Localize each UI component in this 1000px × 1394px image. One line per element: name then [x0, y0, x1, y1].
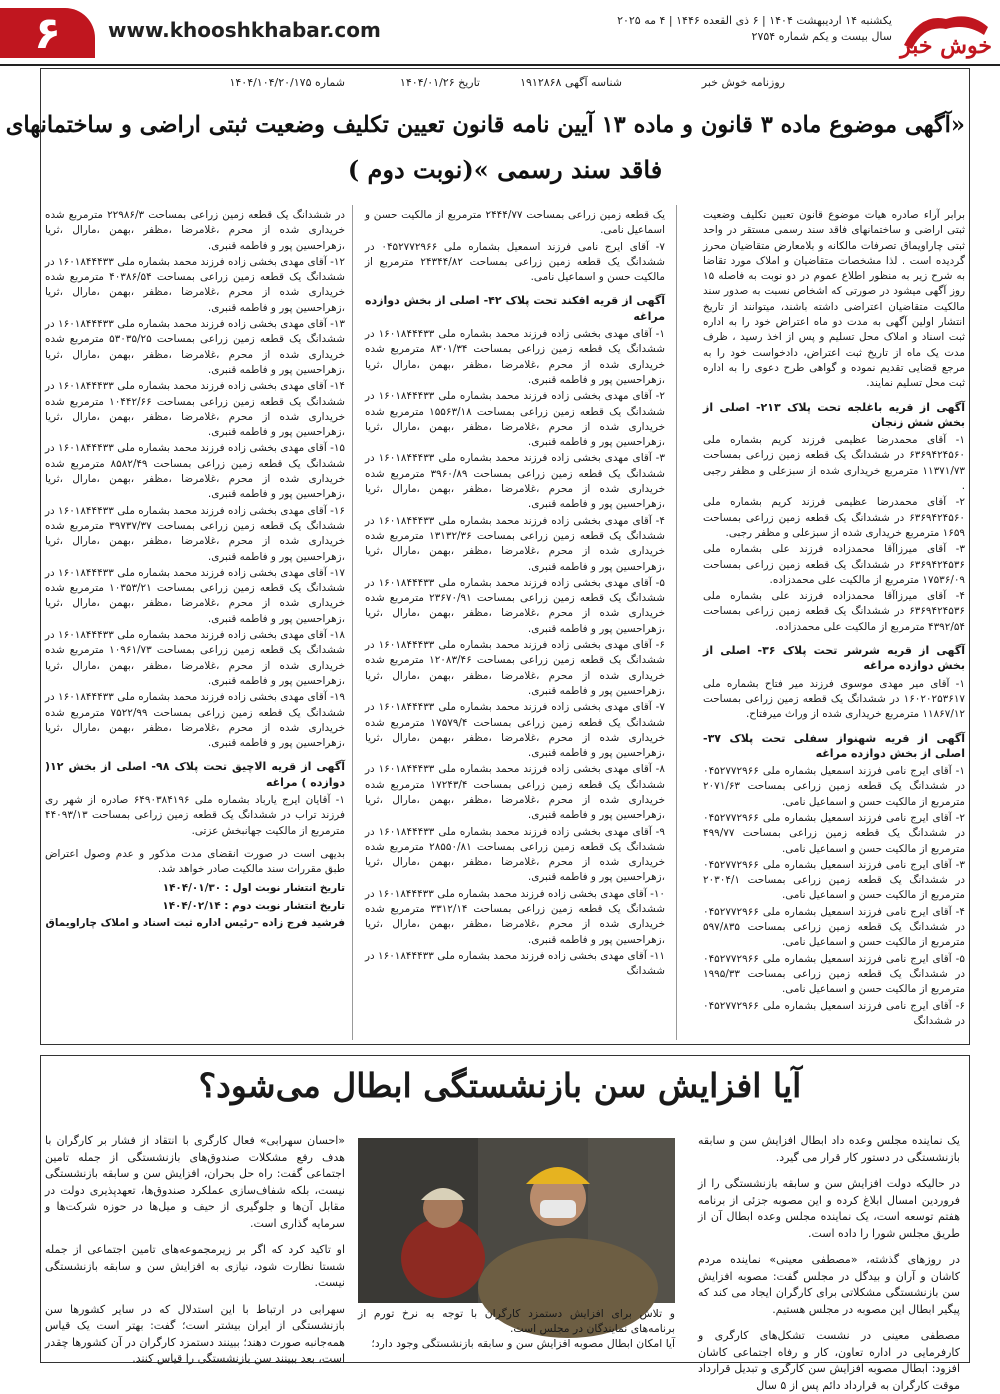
list-item: ۵- آقای مهدی بخشی زاده فرزند محمد بشماره ملی ۱۶۰۱۸۴۴۴۳۳ در ششدانگ یک قطعه زمین زراعی بمساحت ۲۳۶۷۰/۹۱ مترمربع شده خریداری شده از محرم ،غلامرضا ،مظفر ،بهمن ،مارال ،ثریا ،زهراحسین پور و فاطمه قنبری.	[365, 576, 665, 635]
list-item: ۴- آقای میرزاآقا محمدزاده فرزند علی بشماره ملی ۶۳۶۹۴۲۴۵۳۶ در ششدانگ یک قطعه زمین زراعی بمساحت ۴۳۹۲/۵۴ مترمربع از مالکیت علی محمدزاده.	[703, 590, 965, 633]
list-item: ۱۰- آقای مهدی بخشی زاده فرزند محمد بشماره ملی ۱۶۰۱۸۴۴۴۳۳ در ششدانگ یک قطعه زمین زراعی بمساحت ۳۳۱۲/۱۴ مترمربع شده خریداری شده از محرم ،غلامرضا ،مظفر ،بهمن ،مارال ،ثریا ،زهراحسین پور و فاطمه قنبری.	[365, 887, 665, 946]
dateline: یکشنبه ۱۴ اردیبهشت ۱۴۰۴ | ۶ ذی القعده ۱۴۴۶ | ۴ مه ۲۰۲۵	[617, 14, 892, 27]
list-item: ۱- آقای ایرج نامی فرزند اسمعیل بشماره ملی ۰۴۵۲۷۷۲۹۶۶ در ششدانگ یک قطعه زمین زراعی بمساحت ۲۰۷۱/۶۳ مترمربع از مالکیت حسن و اسماعیل نامی.	[703, 765, 965, 808]
paragraph: یک نماینده مجلس وعده داد ابطال افزایش سن و سابقه بازنشستگی در دستور کار قرار می گیرد.	[698, 1134, 960, 1164]
list-item: ۲- آقای ایرج نامی فرزند اسمعیل بشماره ملی ۰۴۵۲۷۷۲۹۶۶ در ششدانگ یک قطعه زمین زراعی بمساحت ۴۹۹/۷۷ مترمربع از مالکیت حسن و اسماعیل نامی.	[703, 811, 965, 855]
list-item: ۱۹- آقای مهدی بخشی زاده فرزند محمد بشماره ملی ۱۶۰۱۸۴۴۴۳۳ در ششدانگ یک قطعه زمین زراعی بمساحت ۷۵۲۲/۹۹ مترمربع شده خریداری شده از محرم ،غلامرضا ،مظفر ،بهمن ،مارال ،ثریا ،زهراحسین پور و فاطمه قنبری.	[45, 691, 345, 750]
list-item: ۵- آقای ایرج نامی فرزند اسمعیل بشماره ملی ۰۴۵۲۷۷۲۹۶۶ در ششدانگ یک قطعه زمین زراعی بمساحت ۱۹۹۵/۳۳ مترمربع از مالکیت حسن و اسماعیل نامی.	[703, 952, 965, 996]
list-item: ۱- آقایان ایرج یارباد بشماره ملی ۶۴۹۰۳۸۴۱۹۶ صادره از شهر ری فرزند تراب در ششدانگ یک قطعه زمین زراعی بمساحت ۴۴۰۹۳/۱۳ مترمربع از مالکیت جهانبخش عزتی.	[45, 793, 346, 837]
paragraph: «احسان سهرابی» فعال کارگری با انتقاد از فشار بر کارگران با هدف رفع مشکلات صندوق‌های بازنشستگی از جمله تامین اجتماعی گفت: راه حل بحران، افزایش سن و سابقه بازنشستگی نیست، بلکه شفاف‌سازی عملکرد صندوق‌ها، تعهدپذیری دولت در مقابل آن‌ها و جلوگیری از حیف و میل‌ها در حوزه شرکت‌ها و سرمایه گذاری است.	[45, 1134, 345, 1230]
list-item: یک قطعه زمین زراعی بمساحت ۲۴۴۴/۷۷ مترمربع از مالکیت حسن و اسماعیل نامی.	[365, 209, 666, 237]
list-item: ۹- آقای مهدی بخشی زاده فرزند محمد بشماره ملی ۱۶۰۱۸۴۴۴۳۳ در ششدانگ یک قطعه زمین زراعی بمساحت ۲۸۵۵۰/۸۱ مترمربع شده خریداری شده از محرم ،غلامرضا ،مظفر ،بهمن ،مارال ،ثریا ،زهراحسین پور و فاطمه قنبری.	[365, 825, 665, 884]
list-item: ۳- آقای ایرج نامی فرزند اسمعیل بشماره ملی ۰۴۵۲۷۷۲۹۶۶ در ششدانگ یک قطعه زمین زراعی بمساحت ۲۰۳۰۴/۱ مترمربع از مالکیت حسن و اسماعیل نامی.	[703, 858, 965, 902]
article-headline: آیا افزایش سن بازنشستگی ابطال می‌شود؟	[198, 1066, 802, 1105]
list-item: ۸- آقای مهدی بخشی زاده فرزند محمد بشماره ملی ۱۶۰۱۸۴۴۴۳۳ در ششدانگ یک قطعه زمین زراعی بمساحت ۱۷۲۴۳/۴ مترمربع شده خریداری شده از محرم ،غلامرضا ،مظفر ،بهمن ،مارال ،ثریا ،زهراحسین پور و فاطمه قنبری.	[365, 763, 665, 822]
notice-frame	[5, 68, 970, 1045]
publish-date-first: تاریخ انتشار نوبت اول : ۱۴۰۴/۰۱/۳۰	[162, 882, 345, 895]
notice-title-line2: فاقد سند رسمی »(نوبت دوم )	[347, 155, 663, 184]
paragraph: او تاکید کرد که اگر بر زیرمجموعه‌های تامین اجتماعی از جمله شستا نظارت شود، نیازی به افزایش سن و سابقه بازنشستگی نیست.	[45, 1243, 345, 1289]
paragraph: مصطفی معینی در نشست تشکل‌های کارگری و کارفرمایی در اداره تعاون، کار و رفاه اجتماعی کاشان افزود: ابطال مصوبه افزایش سن کارگری و تبدیل قرارداد موقت کارگران به قرارداد دائم پس از ۵ سال	[698, 1329, 960, 1392]
meta-date: تاریخ ۱۴۰۴/۰۱/۲۶	[399, 76, 480, 89]
meta-number: شماره ۱۴۰۴/۱۰۴/۲۰/۱۷۵	[229, 76, 345, 89]
notice-intro: برابر آراء صادره هیات موضوع قانون تعیین تکلیف وضعیت ثبتی اراضی و ساختمانهای فاقد سند رسمی مستقر در واحد ثبتی چاراویماق تصرفات مالکانه و بلامعارض متقاضیان محرز گردیده است . لذا مشخصات متقاضیان و املاک مورد تقاضا به شرح زیر به منظور اطلاع عموم در دو نوبت به فاصله ۱۵ روز آگهی میشود در صورتی که اشخاص نسبت به صدور سند مالکیت متقاضیان اعتراضی داشته باشند، میتوانند از تاریخ انتشار اولین آگهی به مدت دو ماه اعتراض خود را به اداره ثبت اسناد و املاک محل تسلیم و پس از اخذ رسید ، ظرف مدت یک ماه از تاریخ ثبت اعتراض، دادخواست خود را به مرجع قضایی تقدیم نموده و گواهی طرح دعوی را به اداره ثبت محل تسلیم نمایند.	[703, 209, 965, 390]
paragraph: در روزهای گذشته، «مصطفی معینی» نماینده مردم کاشان و آران و بیدگل در مجلس گفت: مصوبه افزایش سن بازنشستگی مشکلاتی برای کارگران ایجاد می کند که پیگیر ابطال این مصوبه در مجلس هستیم.	[698, 1253, 960, 1316]
section-heading: آگهی از قریه اقکند تحت پلاک ۴۲- اصلی از بخش دوازده مراغه	[365, 294, 665, 323]
section-heading: آگهی از قریه الاچیق تحت پلاک ۹۸- اصلی از بخش ۱۲( دوازده ) مراغه	[45, 760, 345, 789]
list-item: ۲- آقای مهدی بخشی زاده فرزند محمد بشماره ملی ۱۶۰۱۸۴۴۴۳۳ در ششدانگ یک قطعه زمین زراعی بمساحت ۱۵۵۶۳/۱۸ مترمربع شده خریداری شده از محرم ،غلامرضا ،مظفر ،بهمن ،مارال ،ثریا ،زهراحسین پور و فاطمه قنبری.	[365, 390, 665, 449]
list-item: ۳- آقای میرزاآقا محمدزاده فرزند علی بشماره ملی ۶۳۶۹۴۲۴۵۳۶ در ششدانگ یک قطعه زمین زراعی بمساحت ۱۷۵۳۶/۰۹ مترمربع از مالکیت علی محمدزاده.	[703, 543, 965, 586]
list-item: ۱۷- آقای مهدی بخشی زاده فرزند محمد بشماره ملی ۱۶۰۱۸۴۴۴۳۳ در ششدانگ یک قطعه زمین زراعی بمساحت ۱۰۳۵۳/۲۱ مترمربع شده خریداری شده از محرم ،غلامرضا ،مظفر ،بهمن ،مارال ،ثریا ،زهراحسین پور و فاطمه قنبری.	[45, 566, 345, 625]
logo-text: خوش خبر	[900, 33, 992, 59]
article-column-left	[45, 1133, 345, 1365]
list-item: ۱- آقای محمدرضا عظیمی فرزند کریم بشماره ملی ۶۳۶۹۴۲۴۵۶۰ در ششدانگ یک قطعه زمین زراعی بمساحت ۱۱۳۷۱/۷۳ مترمربع خریداری شده از سبزعلی و مظفر رجبی .	[703, 434, 965, 493]
meta-paper: روزنامه خوش خبر	[701, 76, 785, 89]
list-item: ۳- آقای مهدی بخشی زاده فرزند محمد بشماره ملی ۱۶۰۱۸۴۴۴۳۳ در ششدانگ یک قطعه زمین زراعی بمساحت ۳۹۶۰/۸۹ مترمربع شده خریداری شده از محرم ،غلامرضا ،مظفر ،بهمن ،مارال ،ثریا ،زهراحسین پور و فاطمه قنبری.	[365, 452, 665, 511]
list-item: ۷- آقای مهدی بخشی زاده فرزند محمد بشماره ملی ۱۶۰۱۸۴۴۴۳۳ در ششدانگ یک قطعه زمین زراعی بمساحت ۱۷۵۷۹/۴ مترمربع شده خریداری شده از محرم ،غلامرضا ،مظفر ،بهمن ،مارال ،ثریا ،زهراحسین پور و فاطمه قنبری.	[365, 701, 665, 760]
list-item: ۱۵- آقای مهدی بخشی زاده فرزند محمد بشماره ملی ۱۶۰۱۸۴۴۴۳۳ در ششدانگ یک قطعه زمین زراعی بمساحت ۸۵۸۲/۴۹ مترمربع شده خریداری شده از محرم ،غلامرضا ،مظفر ،بهمن ،مارال ،ثریا ،زهراحسین پور و فاطمه قنبری.	[45, 442, 345, 501]
list-item: ۷- آقای ایرج نامی فرزند اسمعیل بشماره ملی ۰۴۵۲۷۷۲۹۶۶ در ششدانگ یک قطعه زمین زراعی بمساحت ۲۴۳۴۴/۸۲ مترمربع از مالکیت حسن و اسماعیل نامی.	[365, 240, 666, 284]
list-item: ۱- آقای میر مهدی موسوی فرزند میر فتاح بشماره ملی ۱۶۰۲۰۲۵۳۶۱۷ در ششدانگ یک قطعه زمین زراعی بمساحت ۱۱۸۶۷/۱۲ مترمربع خریداری شده از وراث میرفتاح.	[703, 677, 965, 721]
website-url[interactable]: www.khooshkhabar.com	[108, 18, 381, 42]
page-number-badge: ۶	[0, 8, 95, 58]
paragraph: و تلاش برای افزایش دستمزد کارگران با توجه به نرخ تورم از برنامه‌های نمایندگان در مجلس است. آیا امکان ابطال مصوبه افزایش سن و سابقه بازنشستگی وجود دارد؛	[358, 1307, 675, 1350]
list-item: ۶- آقای مهدی بخشی زاده فرزند محمد بشماره ملی ۱۶۰۱۸۴۴۴۳۳ در ششدانگ یک قطعه زمین زراعی بمساحت ۱۲۰۸۳/۴۶ مترمربع شده خریداری شده از محرم ،غلامرضا ،مظفر ،بهمن ،مارال ،ثریا ،زهراحسین پور و فاطمه قنبری.	[365, 639, 665, 697]
article-column-right	[698, 1133, 960, 1392]
paragraph: سهرابی در ارتباط با این استدلال که در سایر کشورها سن بازنشستگی از ایران بیشتر است؛ گفت: بهتر است یک قیاس همه‌جانبه صورت دهند؛ ببینند دستمزد کارگران در آن کشورها چقدر است، بعد ببینند سن بازنشستگی را قیاس کنند.	[45, 1302, 345, 1365]
header-rule	[0, 64, 1000, 66]
list-item: ۱۸- آقای مهدی بخشی زاده فرزند محمد بشماره ملی ۱۶۰۱۸۴۴۴۳۳ در ششدانگ یک قطعه زمین زراعی بمساحت ۱۰۹۶۱/۷۳ مترمربع شده خریداری شده از محرم ،غلامرضا ،مظفر ،بهمن ،مارال ،ثریا ،زهراحسین پور و فاطمه قنبری.	[45, 629, 345, 687]
list-item: ۱۲- آقای مهدی بخشی زاده فرزند محمد بشماره ملی ۱۶۰۱۸۴۴۴۳۳ در ششدانگ یک قطعه زمین زراعی بمساحت ۴۰۳۸۶/۵۴ مترمربع شده خریداری شده از محرم ،غلامرضا ،مظفر ،بهمن ،مارال ،ثریا ،زهراحسین پور و فاطمه قنبری.	[45, 255, 345, 314]
list-item: ۱۴- آقای مهدی بخشی زاده فرزند محمد بشماره ملی ۱۶۰۱۸۴۴۴۳۳ در ششدانگ یک قطعه زمین زراعی بمساحت ۱۰۴۴۲/۶۶ مترمربع شده خریداری شده از محرم ،غلامرضا ،مظفر ،بهمن ،مارال ،ثریا ،زهراحسین پور و فاطمه قنبری.	[45, 380, 345, 439]
list-item: ۱- آقای مهدی بخشی زاده فرزند محمد بشماره ملی ۱۶۰۱۸۴۴۴۳۳ در ششدانگ یک قطعه زمین زراعی بمساحت ۸۳۰۱/۳۴ مترمربع شده خریداری شده از محرم ،غلامرضا ،مظفر ،بهمن ،مارال ،ثریا ،زهراحسین پور و فاطمه قنبری.	[365, 328, 665, 386]
section-heading: آگهی از قریه شرشر تحت پلاک ۳۶- اصلی از بخش دوازده مراغه	[703, 644, 965, 673]
closing-text: بدیهی است در صورت انقضای مدت مذکور و عدم وصول اعتراض طبق مقررات سند مالکیت صادر خواهد شد.	[45, 847, 345, 876]
list-item: ۱۱- آقای مهدی بخشی زاده فرزند محمد بشماره ملی ۱۶۰۱۸۴۴۴۳۳ در ششدانگ	[365, 949, 665, 978]
signer: فرشید فرج زاده –رئیس اداره ثبت اسناد و املاک چاراویماق	[45, 917, 345, 930]
article-column-middle	[358, 1306, 675, 1361]
list-item: در ششدانگ یک قطعه زمین زراعی بمساحت ۲۲۹۸۶/۳ مترمربع شده خریداری شده از محرم ،غلامرضا ،مظفر ،بهمن ،مارال ،ثریا ،زهراحسین پور و فاطمه قنبری.	[45, 209, 345, 252]
list-item: ۴- آقای مهدی بخشی زاده فرزند محمد بشماره ملی ۱۶۰۱۸۴۴۴۳۳ در ششدانگ یک قطعه زمین زراعی بمساحت ۱۳۱۳۲/۳۶ مترمربع شده خریداری شده از محرم ،غلامرضا ،مظفر ،بهمن ،مارال ،ثریا ،زهراحسین پور و فاطمه قنبری.	[365, 514, 665, 573]
section-heading: آگهی از قریه باغلجه تحت پلاک ۲۱۳- اصلی از بخش شش زنجان	[703, 400, 965, 429]
meta-id: شناسه آگهی ۱۹۱۲۸۶۸	[520, 76, 622, 89]
list-item: ۲- آقای محمدرضا عظیمی فرزند کریم بشماره ملی ۶۳۶۹۴۲۴۵۶۰ در ششدانگ یک قطعه زمین زراعی بمساحت ۱۶۵۹ مترمربع خریداری شده از سبزعلی و مظفر رجبی.	[703, 496, 965, 539]
list-item: ۴- آقای ایرج نامی فرزند اسمعیل بشماره ملی ۰۴۵۲۷۷۲۹۶۶ در ششدانگ یک قطعه زمین زراعی بمساحت ۵۹۷/۸۳۵ مترمربع از مالکیت حسن و اسماعیل نامی.	[703, 905, 965, 949]
list-item: ۱۳- آقای مهدی بخشی زاده فرزند محمد بشماره ملی ۱۶۰۱۸۴۴۴۳۳ در ششدانگ یک قطعه زمین زراعی بمساحت ۵۳۰۳۵/۲۵ مترمربع شده خریداری شده از محرم ،غلامرضا ،مظفر ،بهمن ،مارال ،ثریا ،زهراحسین پور و فاطمه قنبری.	[45, 318, 345, 376]
issue-number: سال بیست و یکم شماره ۲۷۵۴	[751, 30, 892, 43]
list-item: ۶- آقای ایرج نامی فرزند اسمعیل بشماره ملی ۰۴۵۲۷۷۲۹۶۶ در ششدانگ	[703, 999, 965, 1027]
list-item: ۱۶- آقای مهدی بخشی زاده فرزند محمد بشماره ملی ۱۶۰۱۸۴۴۴۳۳ در ششدانگ یک قطعه زمین زراعی بمساحت ۳۹۷۳۷/۳۷ مترمربع شده خریداری شده از محرم ،غلامرضا ،مظفر ،بهمن ،مارال ،ثریا ،زهراحسین پور و فاطمه قنبری.	[45, 504, 345, 563]
publish-date-second: تاریخ انتشار نوبت دوم : ۱۴۰۴/۰۲/۱۴	[162, 899, 345, 912]
notice-title-line1: «آگهی موضوع ماده ۳ قانون و ماده ۱۳ آیین نامه قانون تعیین تکلیف وضعیت ثبتی اراضی و ساختمانهای	[5, 112, 965, 138]
article-photo	[358, 1138, 675, 1303]
newspaper-logo	[900, 5, 992, 63]
paragraph: در حالیکه دولت افزایش سن و سابقه بازنشستگی را از فروردین امسال ابلاغ کرده و این مصوبه جزئی از برنامه هفتم توسعه است، یک نماینده مجلس وعده ابطال آن از طریق مجلس شورا را داده است.	[698, 1177, 960, 1240]
section-heading: آگهی از قریه شهنواز سفلی تحت پلاک ۳۷- اصلی از بخش دوازده مراغه	[703, 731, 965, 760]
